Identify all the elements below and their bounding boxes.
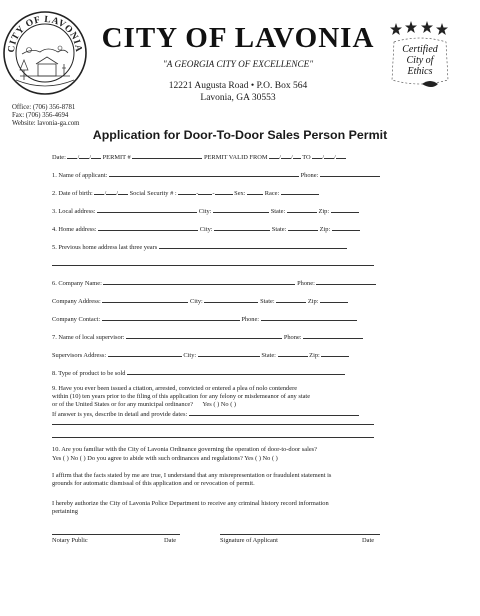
home-city-field[interactable] bbox=[214, 224, 270, 231]
previous-address-row: 5. Previous home address last three years bbox=[52, 242, 347, 252]
question9-describe-row: If answer is yes, describe in detail and provide dates: bbox=[52, 409, 359, 419]
website: Website: lavonia-ga.com bbox=[12, 120, 80, 127]
company-address-row: Company Address: City: State: Zip: bbox=[52, 296, 348, 306]
company-phone-field[interactable] bbox=[316, 278, 376, 285]
notary-date-label: Date bbox=[164, 537, 177, 544]
star-icon bbox=[390, 23, 402, 35]
company-address-field[interactable] bbox=[102, 296, 188, 303]
city-seal-logo bbox=[2, 10, 88, 96]
previous-address-field[interactable] bbox=[159, 242, 347, 249]
company-zip-field[interactable] bbox=[320, 296, 348, 303]
valid-from-year-field[interactable] bbox=[293, 152, 301, 159]
city-title: CITY OF LAVONIA bbox=[101, 22, 375, 54]
race-field[interactable] bbox=[281, 188, 319, 195]
ssn-part1-field[interactable] bbox=[178, 188, 196, 195]
applicant-name-row: 1. Name of applicant: Phone: bbox=[52, 170, 380, 180]
local-city-field[interactable] bbox=[213, 206, 269, 213]
city-address-line1: 12221 Augusta Road • P.O. Box 564 bbox=[168, 81, 308, 91]
question9-line-c: or of the United States or for any municipal ordinance? Yes ( ) No ( ) bbox=[52, 401, 237, 408]
city-motto: "A GEORGIA CITY OF EXCELLENCE" bbox=[162, 59, 314, 69]
applicant-signature-line[interactable] bbox=[220, 534, 380, 535]
svg-text:City of: City of bbox=[406, 55, 434, 66]
product-type-row: 8. Type of product to be sold bbox=[52, 368, 345, 378]
affirm-line-b: grounds for automatic dismissal of this application and or revocation of permit. bbox=[52, 480, 255, 487]
local-address-row: 3. Local address: City: State: Zip: bbox=[52, 206, 359, 216]
valid-to-day-field[interactable] bbox=[324, 152, 334, 159]
home-zip-field[interactable] bbox=[332, 224, 360, 231]
valid-to-month-field[interactable] bbox=[312, 152, 322, 159]
company-state-field[interactable] bbox=[276, 296, 306, 303]
local-supervisor-row: 7. Name of local supervisor: Phone: bbox=[52, 332, 363, 342]
star-icon bbox=[421, 21, 433, 33]
authorize-line-b: pertaining bbox=[52, 508, 78, 515]
certified-city-of-ethics-badge bbox=[386, 20, 454, 100]
date-day-field[interactable] bbox=[79, 152, 89, 159]
date-permit-row: Date: / / PERMIT # PERMIT VALID FROM / / TO / / bbox=[52, 152, 346, 162]
svg-text:CITY OF LAVONIA: CITY OF LAVONIA bbox=[6, 14, 84, 54]
supervisor-phone-field[interactable] bbox=[303, 332, 363, 339]
authorize-line-a: I hereby authorize the City of Lavonia Police Department to receive any criminal history record information bbox=[52, 500, 329, 507]
supervisor-name-field[interactable] bbox=[126, 332, 282, 339]
valid-from-day-field[interactable] bbox=[281, 152, 291, 159]
question10-line-b[interactable]: Yes ( ) No ( ) Do you agree to abide with such ordinances and regulations? Yes ( ) No ( ) bbox=[52, 455, 278, 462]
supervisor-state-field[interactable] bbox=[278, 350, 308, 357]
ssn-part3-field[interactable] bbox=[215, 188, 233, 195]
applicant-phone-field[interactable] bbox=[320, 170, 380, 177]
birth-ssn-row: 2. Date of birth: / / Social Security # : - - Sex: Race: bbox=[52, 188, 319, 198]
dob-year-field[interactable] bbox=[118, 188, 128, 195]
office-phone: Office: (706) 356-8781 bbox=[12, 104, 76, 111]
svg-text:Certified: Certified bbox=[402, 44, 438, 55]
applicant-name-field[interactable] bbox=[109, 170, 299, 177]
home-address-row: 4. Home address: City: State: Zip: bbox=[52, 224, 360, 234]
local-state-field[interactable] bbox=[287, 206, 317, 213]
valid-from-month-field[interactable] bbox=[269, 152, 279, 159]
valid-to-year-field[interactable] bbox=[336, 152, 346, 159]
local-zip-field[interactable] bbox=[331, 206, 359, 213]
question9-yes-no[interactable]: Yes ( ) No ( ) bbox=[202, 401, 237, 408]
question10-line-a: 10. Are you familiar with the City of Lavonia Ordinance governing the operation of door-to-door sales? bbox=[52, 446, 318, 453]
company-name-row: 6. Company Name: Phone: bbox=[52, 278, 376, 288]
svg-text:Ethics: Ethics bbox=[407, 66, 433, 77]
supervisor-address-field[interactable] bbox=[108, 350, 182, 357]
company-contact-field[interactable] bbox=[102, 314, 240, 321]
question9-line-b: within (10) ten years prior to the filing of this application for any felony or misdemeanor of any state bbox=[52, 393, 311, 400]
company-contact-phone-field[interactable] bbox=[261, 314, 357, 321]
notary-public-label: Notary Public bbox=[52, 537, 88, 544]
sex-field[interactable] bbox=[247, 188, 263, 195]
local-address-field[interactable] bbox=[97, 206, 197, 213]
form-title: Application for Door-To-Door Sales Person Permit bbox=[92, 128, 388, 142]
star-icon bbox=[436, 23, 448, 35]
supervisor-address-row: Supervisors Address: City: State: Zip: bbox=[52, 350, 349, 360]
product-type-field[interactable] bbox=[127, 368, 345, 375]
permit-number-field[interactable] bbox=[132, 152, 202, 159]
company-city-field[interactable] bbox=[204, 296, 258, 303]
company-contact-row: Company Contact: Phone: bbox=[52, 314, 357, 324]
question9-extra-line-2[interactable] bbox=[52, 437, 374, 438]
applicant-date-label: Date bbox=[362, 537, 375, 544]
supervisor-zip-field[interactable] bbox=[321, 350, 349, 357]
georgia-map-icon bbox=[422, 81, 438, 87]
home-address-field[interactable] bbox=[98, 224, 198, 231]
question9-line-a: 9. Have you ever been issued a citation, arrested, convicted or entered a plea of nolo contendere bbox=[52, 385, 298, 392]
dob-month-field[interactable] bbox=[94, 188, 104, 195]
previous-address-extra-line[interactable] bbox=[52, 265, 374, 266]
dob-day-field[interactable] bbox=[106, 188, 116, 195]
company-name-field[interactable] bbox=[103, 278, 295, 285]
date-year-field[interactable] bbox=[91, 152, 101, 159]
question9-details-field[interactable] bbox=[189, 409, 359, 416]
affirm-line-a: I affirm that the facts stated by me are true, I understand that any misrepresentation or fraudulent statement is bbox=[52, 472, 332, 479]
star-icon bbox=[405, 21, 417, 33]
applicant-signature-label: Signature of Applicant bbox=[220, 537, 278, 544]
notary-signature-line[interactable] bbox=[52, 534, 180, 535]
home-state-field[interactable] bbox=[288, 224, 318, 231]
ssn-part2-field[interactable] bbox=[198, 188, 212, 195]
city-address-line2: Lavonia, GA 30553 bbox=[200, 93, 276, 103]
supervisor-city-field[interactable] bbox=[198, 350, 260, 357]
fax-number: Fax: (706) 356-4694 bbox=[12, 112, 69, 119]
question9-extra-line-1[interactable] bbox=[52, 424, 374, 425]
date-month-field[interactable] bbox=[67, 152, 77, 159]
